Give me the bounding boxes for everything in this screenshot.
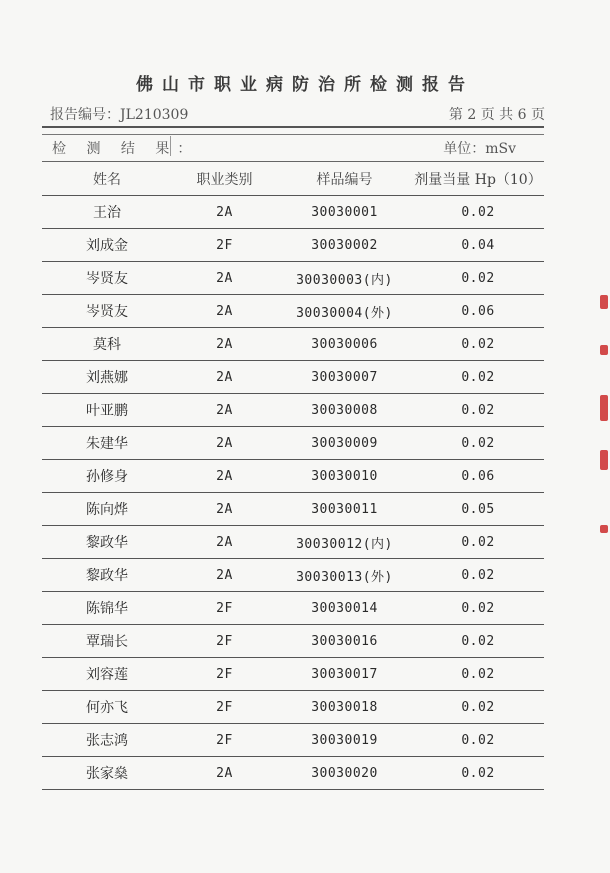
cell-sample-id: 30030004(外) [277,295,412,328]
cell-sample-id: 30030008 [277,394,412,427]
column-header-sample: 样品编号 [277,162,412,196]
results-label: 检 测 结 果： [52,141,200,157]
cell-sample-id: 30030003(内) [277,262,412,295]
cell-dose: 0.06 [412,295,544,328]
cell-category: 2F [172,724,277,757]
table-row [42,295,544,328]
table-row [42,460,544,493]
cell-name: 何亦飞 [42,691,172,724]
table-row [42,526,544,559]
cell-name: 叶亚鹏 [42,394,172,427]
cell-name: 陈向烨 [42,493,172,526]
table-row [42,559,544,592]
cell-category: 2A [172,526,277,559]
cell-category: 2A [172,361,277,394]
cell-name: 朱建华 [42,427,172,460]
table-row [42,427,544,460]
redacted-area [170,136,291,156]
cell-dose: 0.02 [412,427,544,460]
cell-sample-id: 30030016 [277,625,412,658]
cell-dose: 0.05 [412,493,544,526]
report-number: 报告编号：JL210309 [50,107,189,123]
page-indicator: 第 2 页 共 6 页 [448,107,545,123]
cell-dose: 0.02 [412,559,544,592]
cell-dose: 0.02 [412,262,544,295]
cell-name: 黎政华 [42,559,172,592]
cell-category: 2A [172,460,277,493]
cell-name: 刘容莲 [42,658,172,691]
cell-category: 2F [172,658,277,691]
cell-name: 覃瑞长 [42,625,172,658]
cell-dose: 0.02 [412,196,544,229]
cell-sample-id: 30030001 [277,196,412,229]
cell-dose: 0.02 [412,757,544,790]
cell-category: 2A [172,295,277,328]
cell-dose: 0.02 [412,625,544,658]
cell-dose: 0.02 [412,526,544,559]
cell-sample-id: 30030007 [277,361,412,394]
table-row [42,757,544,790]
table-row [42,196,544,229]
cell-sample-id: 30030006 [277,328,412,361]
cell-sample-id: 30030009 [277,427,412,460]
cell-dose: 0.02 [412,691,544,724]
cell-category: 2A [172,757,277,790]
cell-name: 陈锦华 [42,592,172,625]
cell-sample-id: 30030020 [277,757,412,790]
cell-sample-id: 30030011 [277,493,412,526]
report-title: 佛山市职业病防治所检测报告 [136,75,474,95]
cell-category: 2A [172,493,277,526]
cell-category: 2A [172,427,277,460]
seal-stamp-edge [596,285,610,545]
cell-category: 2A [172,394,277,427]
cell-name: 黎政华 [42,526,172,559]
cell-category: 2F [172,625,277,658]
unit-label: 单位：mSv [443,141,516,157]
cell-sample-id: 30030018 [277,691,412,724]
cell-dose: 0.04 [412,229,544,262]
cell-name: 张志鸿 [42,724,172,757]
table-row [42,592,544,625]
cell-name: 张家燊 [42,757,172,790]
cell-sample-id: 30030017 [277,658,412,691]
table-row [42,328,544,361]
cell-category: 2A [172,196,277,229]
cell-name: 莫科 [42,328,172,361]
table-row [42,724,544,757]
table-header-row [42,162,544,196]
cell-sample-id: 30030010 [277,460,412,493]
results-header [42,133,544,162]
cell-category: 2F [172,691,277,724]
table-row [42,394,544,427]
report-meta [50,104,545,124]
table-row [42,625,544,658]
cell-dose: 0.02 [412,361,544,394]
cell-name: 岑贤友 [42,262,172,295]
table-row [42,658,544,691]
dose-results-table [42,162,544,790]
cell-category: 2F [172,229,277,262]
cell-dose: 0.02 [412,394,544,427]
cell-name: 岑贤友 [42,295,172,328]
cell-dose: 0.02 [412,724,544,757]
table-row [42,229,544,262]
cell-sample-id: 30030014 [277,592,412,625]
column-header-category: 职业类别 [172,162,277,196]
table-row [42,691,544,724]
cell-name: 王治 [42,196,172,229]
table-row [42,493,544,526]
cell-sample-id: 30030012(内) [277,526,412,559]
table-row [42,361,544,394]
table-row [42,262,544,295]
cell-dose: 0.06 [412,460,544,493]
cell-sample-id: 30030013(外) [277,559,412,592]
cell-name: 刘成金 [42,229,172,262]
cell-category: 2A [172,262,277,295]
column-header-name: 姓名 [42,162,172,196]
cell-dose: 0.02 [412,328,544,361]
cell-category: 2A [172,559,277,592]
cell-dose: 0.02 [412,658,544,691]
table-body [42,196,544,790]
cell-dose: 0.02 [412,592,544,625]
column-header-dose: 剂量当量 Hp（10） [412,162,544,196]
cell-name: 孙修身 [42,460,172,493]
cell-name: 刘燕娜 [42,361,172,394]
cell-category: 2F [172,592,277,625]
cell-category: 2A [172,328,277,361]
cell-sample-id: 30030002 [277,229,412,262]
cell-sample-id: 30030019 [277,724,412,757]
